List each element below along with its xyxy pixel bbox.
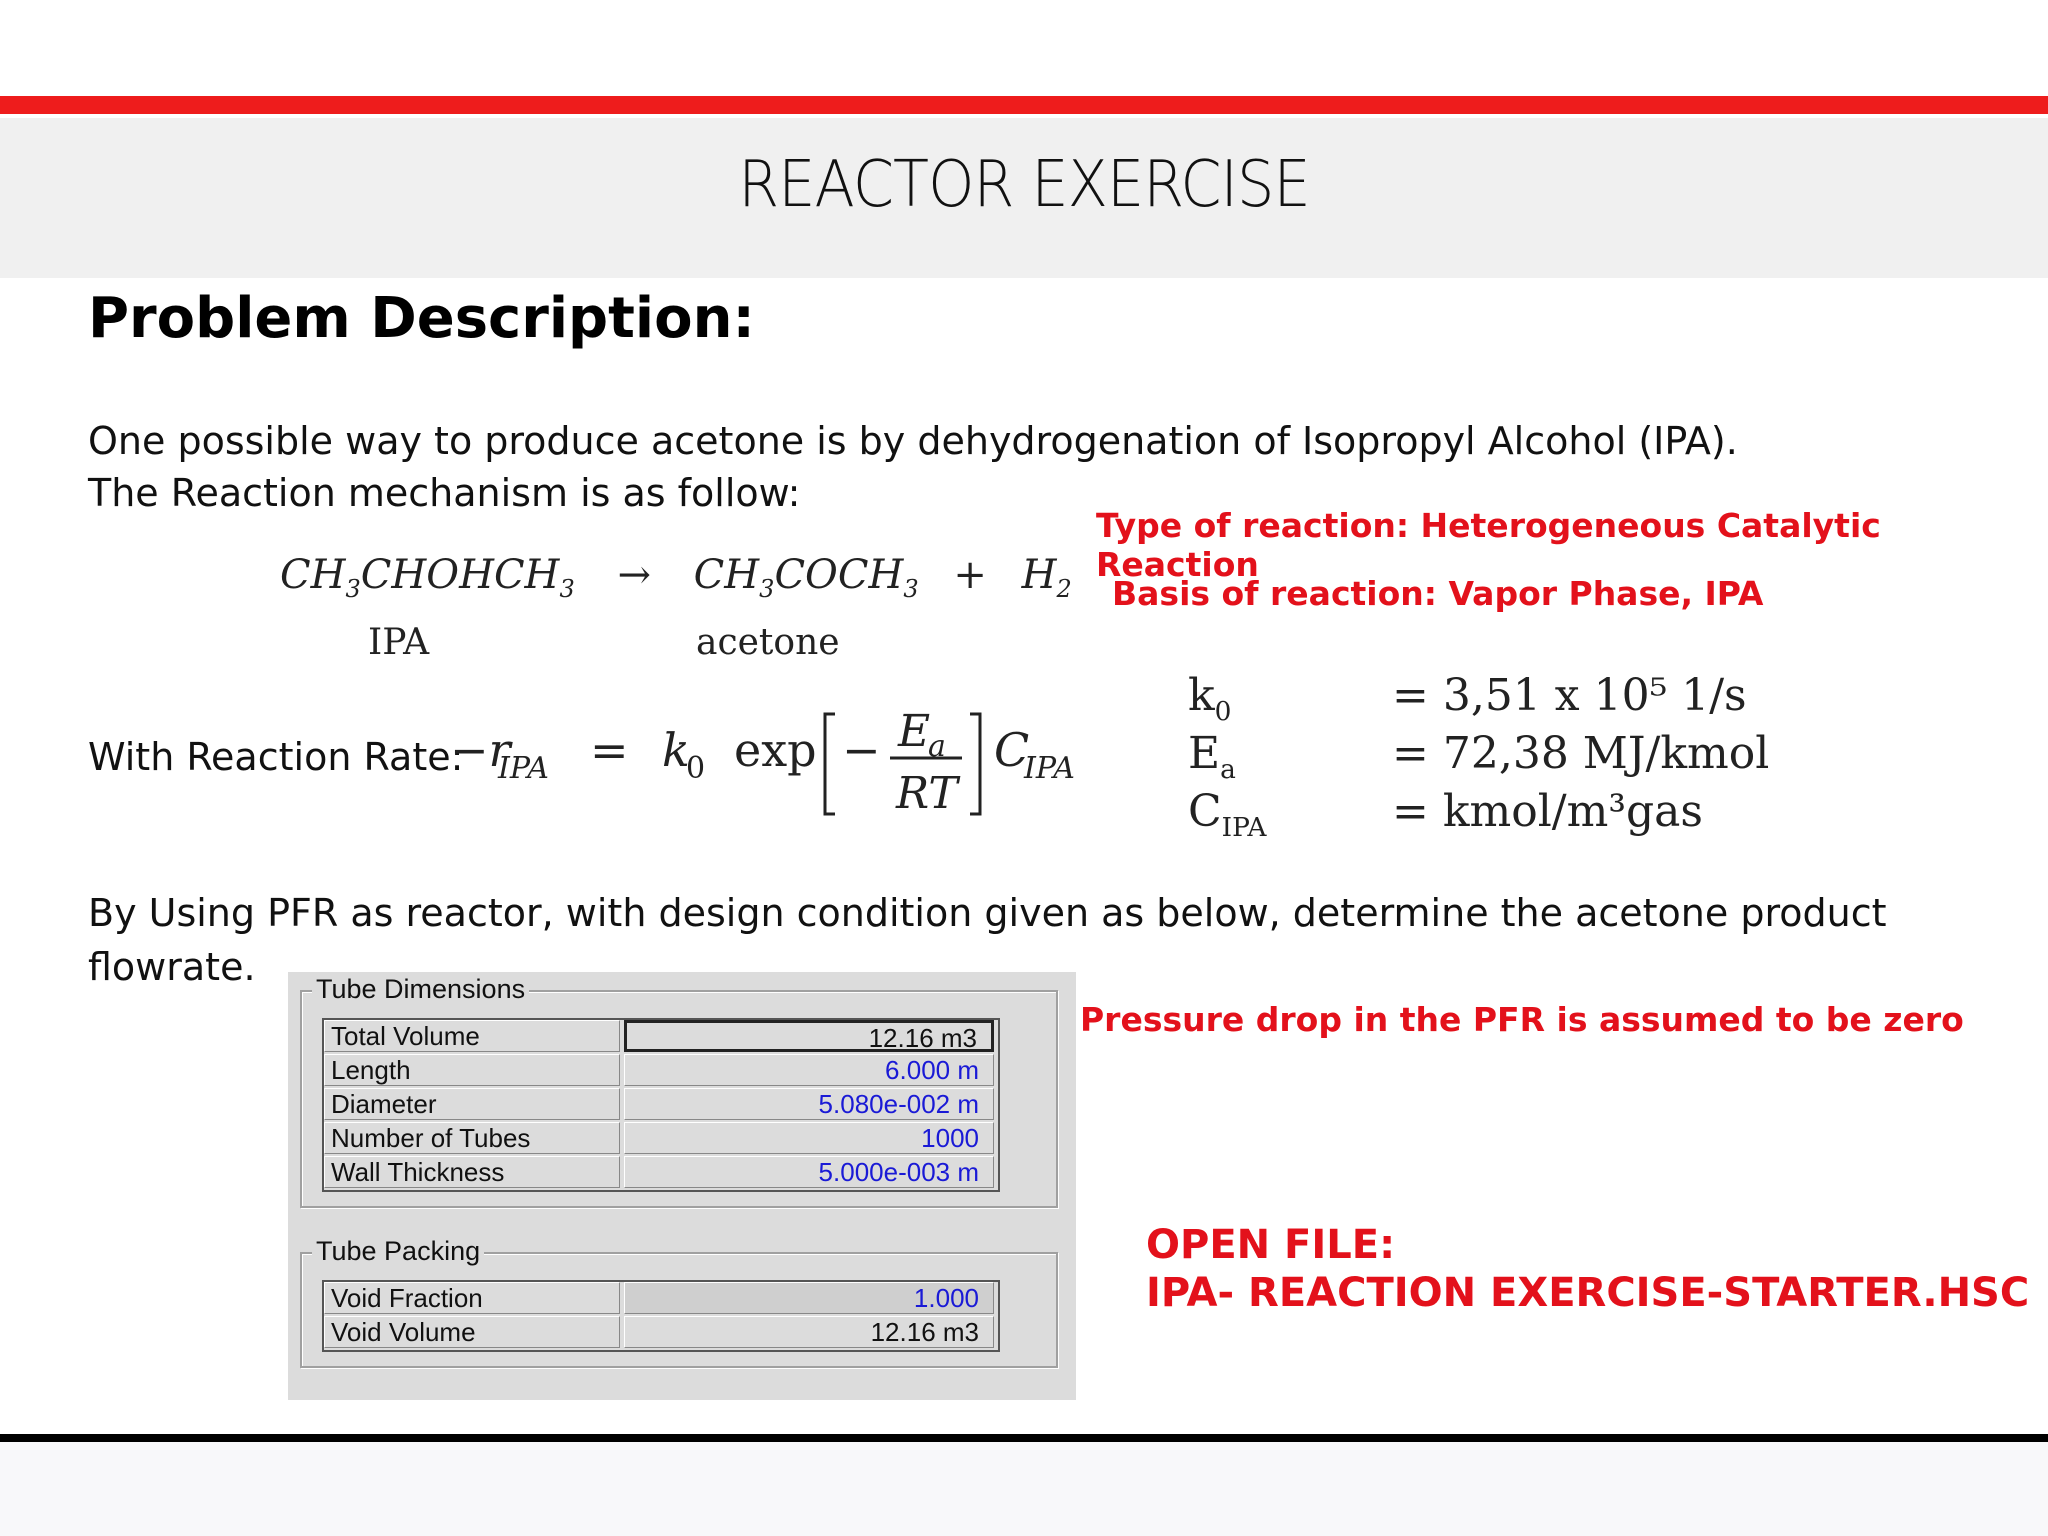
diameter-value[interactable]: 5.080e-002 m	[624, 1088, 994, 1120]
pfr-dimensions-panel	[288, 972, 1076, 1400]
footer-divider	[0, 1434, 2048, 1442]
param-k0-symbol: $k_0$	[1188, 670, 1232, 727]
length-value[interactable]: 6.000 m	[624, 1054, 994, 1086]
svg-text:−: −	[842, 723, 881, 777]
tube-packing-group	[300, 1236, 1058, 1368]
svg-text:0: 0	[686, 751, 706, 786]
number-of-tubes-label: Number of Tubes	[324, 1122, 620, 1154]
param-k0-value: = 3,51 x 10⁵ 1/s	[1392, 670, 1747, 721]
total-volume-label: Total Volume	[324, 1020, 620, 1052]
svg-text:IPA: IPA	[498, 751, 549, 786]
svg-text:C: C	[994, 723, 1030, 777]
param-cipa-symbol: $C_{IPA}$	[1188, 786, 1267, 843]
diameter-label: Diameter	[324, 1088, 620, 1120]
void-volume-label: Void Volume	[324, 1316, 620, 1348]
task-line-2: flowrate.	[88, 945, 256, 989]
param-ea-symbol: $E_a$	[1188, 728, 1236, 785]
tube-packing-title: Tube Packing	[312, 1236, 484, 1267]
void-volume-value[interactable]: 12.16 m3	[624, 1316, 994, 1348]
reactant-name: IPA	[368, 622, 430, 663]
plus-sign: +	[953, 552, 987, 598]
rate-equation	[450, 694, 1090, 824]
wall-thickness-value[interactable]: 5.000e-003 m	[624, 1156, 994, 1188]
open-file-name: IPA- REACTION EXERCISE-STARTER.HSC	[1146, 1270, 2030, 1316]
rate-label: With Reaction Rate:	[88, 735, 464, 779]
svg-text:RT: RT	[896, 768, 958, 819]
rate-parameters	[1188, 670, 1808, 850]
product-name: acetone	[696, 622, 840, 663]
void-fraction-value[interactable]: 1.000	[624, 1282, 994, 1314]
intro-line-2: The Reaction mechanism is as follow:	[88, 471, 801, 515]
svg-text:IPA: IPA	[1024, 751, 1075, 786]
product-acetone-formula: $CH_3COCH_3$	[693, 552, 919, 603]
open-file-label: OPEN FILE:	[1146, 1222, 1396, 1268]
svg-text:a: a	[928, 729, 946, 764]
basis-of-reaction: Basis of reaction: Vapor Phase, IPA	[1112, 574, 1764, 613]
svg-text:k: k	[662, 723, 690, 777]
task-line-1: By Using PFR as reactor, with design condition given as below, determine the acetone product	[88, 891, 1887, 935]
svg-text:−r: −r	[450, 723, 511, 777]
reaction-equation	[280, 552, 1072, 603]
svg-text:exp: exp	[734, 723, 817, 777]
tube-dimensions-title: Tube Dimensions	[312, 974, 529, 1005]
svg-text:=: =	[590, 723, 629, 777]
slide-title: REACTOR EXERCISE	[738, 148, 1310, 222]
total-volume-value[interactable]: 12.16 m3	[624, 1020, 994, 1052]
tube-packing-grid	[322, 1280, 1000, 1352]
number-of-tubes-value[interactable]: 1000	[624, 1122, 994, 1154]
wall-thickness-label: Wall Thickness	[324, 1156, 620, 1188]
param-cipa-value: = kmol/m³gas	[1392, 786, 1703, 837]
void-fraction-label: Void Fraction	[324, 1282, 620, 1314]
section-heading: Problem Description:	[88, 286, 755, 351]
type-of-reaction: Type of reaction: Heterogeneous Catalytic Reaction	[1096, 506, 1881, 584]
tube-dimensions-group	[300, 974, 1058, 1208]
footer-band	[0, 1442, 2048, 1536]
pressure-drop-note: Pressure drop in the PFR is assumed to be zero	[1080, 1000, 1964, 1039]
svg-text:E: E	[898, 706, 931, 757]
product-hydrogen-formula: $H_2$	[1021, 552, 1072, 603]
param-ea-value: = 72,38 MJ/kmol	[1392, 728, 1770, 779]
intro-line-1: One possible way to produce acetone is by dehydrogenation of Isopropyl Alcohol (IPA).	[88, 419, 1738, 463]
header-accent-bar	[0, 96, 2048, 114]
tube-dimensions-grid	[322, 1018, 1000, 1192]
reaction-arrow-icon: →	[617, 552, 651, 598]
length-label: Length	[324, 1054, 620, 1086]
reactant-formula: $CH_3CHOHCH_3$	[280, 552, 575, 603]
